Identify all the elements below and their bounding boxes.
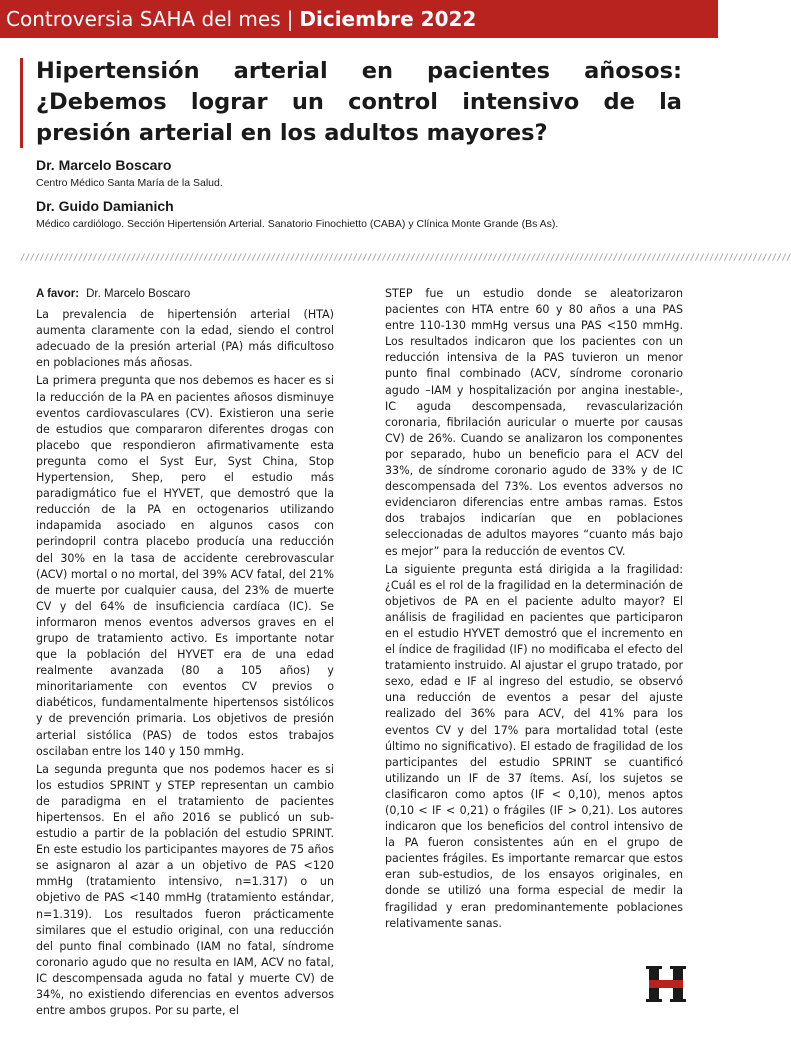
- afavor-label: A favor:: [36, 288, 80, 300]
- slash-divider: ////////////////////////////////////////////////////////////////////////////////////////////////////////////////////////////////////////////////////////////////: [20, 253, 791, 263]
- right-column: [385, 286, 683, 932]
- author-name-2: Dr. Guido Damianich: [36, 198, 174, 214]
- series-title: Controversia SAHA del mes: [6, 7, 281, 31]
- afavor-line: [36, 286, 334, 302]
- paragraph: La prevalencia de hipertensión arterial (HTA) aumenta claramente con la edad, siendo el control adecuado de la presión arterial (PA) más dificultoso en poblaciones más añosas.: [36, 308, 334, 370]
- title-accent-bar: [20, 58, 23, 148]
- paragraph: La segunda pregunta que nos podemos hacer es si los estudios SPRINT y STEP representan un cambio de paradigma en el tratamiento de pacientes hipertensos. En el año 2016 se publicó un sub-estudio a partir de la población del estudio SPRINT. En este estudio los participantes mayores de 75 años se asignaron al azar a un objetivo de PAS <120 mmHg (tratamiento intensivo, n=1.317) o un objetivo de PAS <140 mmHg (tratamiento estándar, n=1.319). Los resultados fueron prácticamente similares que el estudio original, con una reducción del punto final combinado (IAM no fatal, síndrome coronario agudo que no resulta en IAM, ACV no fatal, IC descompensada aguda no fatal y muerte CV) de 34%, no existiendo diferencias en eventos adversos entre ambos grupos. Por su parte, el: [36, 762, 334, 1018]
- saha-h-logo-icon: [646, 964, 686, 1004]
- author-affiliation-1: Centro Médico Santa María de la Salud.: [36, 177, 223, 189]
- header-separator: |: [286, 7, 294, 31]
- author-affiliation-2: Médico cardiólogo. Sección Hipertensión Arterial. Sanatorio Finochietto (CABA) y Clínica Monte Grande (Bs As).: [36, 218, 559, 230]
- afavor-author: Dr. Marcelo Boscaro: [86, 288, 191, 300]
- left-column: [36, 286, 334, 1019]
- paragraph: STEP fue un estudio donde se aleatorizaron pacientes con HTA entre 60 y 80 años a una PAS entre 110-130 mmHg versus una PAS <150 mmHg. Los resultados indicaron que los pacientes con un reducción intensiva de la PAS tuvieron un menor punto final combinado (ACV, síndrome coronario agudo –IAM y hospitalización por angina inestable-, IC aguda descompensada, revascularización coronaria, fibrilación auricular o muerte por causas CV) de 26%. Cuando se analizaron los componentes por separado, hubo un beneficio para el ACV del 33%, de síndrome coronario agudo de 33% y de IC descompensada del 73%. Los eventos adversos no evidenciaron diferencias entre ambas ramas. Estos dos trabajos indicarían que en poblaciones seleccionadas de adultos mayores “cuanto más bajo es mejor” para la reducción de eventos CV.: [385, 287, 683, 558]
- paragraph: La primera pregunta que nos debemos es hacer es si la reducción de la PA en pacientes añosos disminuye eventos cardiovasculares (CV). Existieron una serie de estudios que compararon diferentes drogas con placebo que respondieron afirmativamente esta pregunta como el Syst Eur, Syst China, Stop Hypertension, Shep, pero el estudio más paradigmático fue el HYVET, que demostró que la reducción de la PA en octogenarios utilizando indapamida asociado en algunos casos con perindopril contra placebo producía una reducción del 30% en la tasa de accidente cerebrovascular (ACV) mortal o no mortal, del 39% ACV fatal, del 21% de muerte por cualquier causa, del 23% de muerte CV y del 64% de insuficiencia cardíaca (IC). Se informaron menos eventos adversos graves en el grupo de tratamiento activo. Es importante notar que la población del HYVET era de una edad realmente avanzada (80 a 105 años) y minoritariamente con eventos CV previos o diabéticos, fundamentalmente hipertensos sistólicos y de prevención primaria. Los objetivos de presión arterial sistólica (PAS) de todos estos trabajos oscilaban entre los 140 y 150 mmHg.: [36, 374, 334, 758]
- author-name-1: Dr. Marcelo Boscaro: [36, 157, 172, 173]
- article-title: Hipertensión arterial en pacientes añosos: ¿Debemos lograr un control intensivo de la presión arterial en los adultos mayores?: [36, 58, 682, 146]
- paragraph: La siguiente pregunta está dirigida a la fragilidad: ¿Cuál es el rol de la fragilidad en la determinación de objetivos de PA en el paciente adulto mayor? El análisis de fragilidad en pacientes que participaron en el estudio HYVET demostró que el incremento en el índice de fragilidad (IF) no modificaba el efecto del tratamiento instruido. Al ajustar el grupo tratado, por sexo, edad e IF al ingreso del estudio, se observó una reducción de eventos a pesar del ajuste realizado del 36% para ACV, del 41% para los eventos CV y del 17% para mortalidad total (este último no significativo). El estado de fragilidad de los participantes del estudio SPRINT se cuantificó utilizando un IF de 37 ítems. Así, los sujetos se clasificaron como aptos (IF < 0,10), menos aptos (0,10 < IF < 0,21) o frágiles (IF > 0,21). Los autores indicaron que los beneficios del control intensivo de la PA fueron consistentes aún en el grupo de pacientes frágiles. Es importante remarcar que estos eran sub-estudios, de los ensayos originales, en donde se utilizó una forma especial de medir la fragilidad y eran predominantemente poblaciones relativamente sanas.: [385, 562, 683, 930]
- issue-date: Diciembre 2022: [299, 7, 477, 31]
- header-banner: [0, 0, 718, 38]
